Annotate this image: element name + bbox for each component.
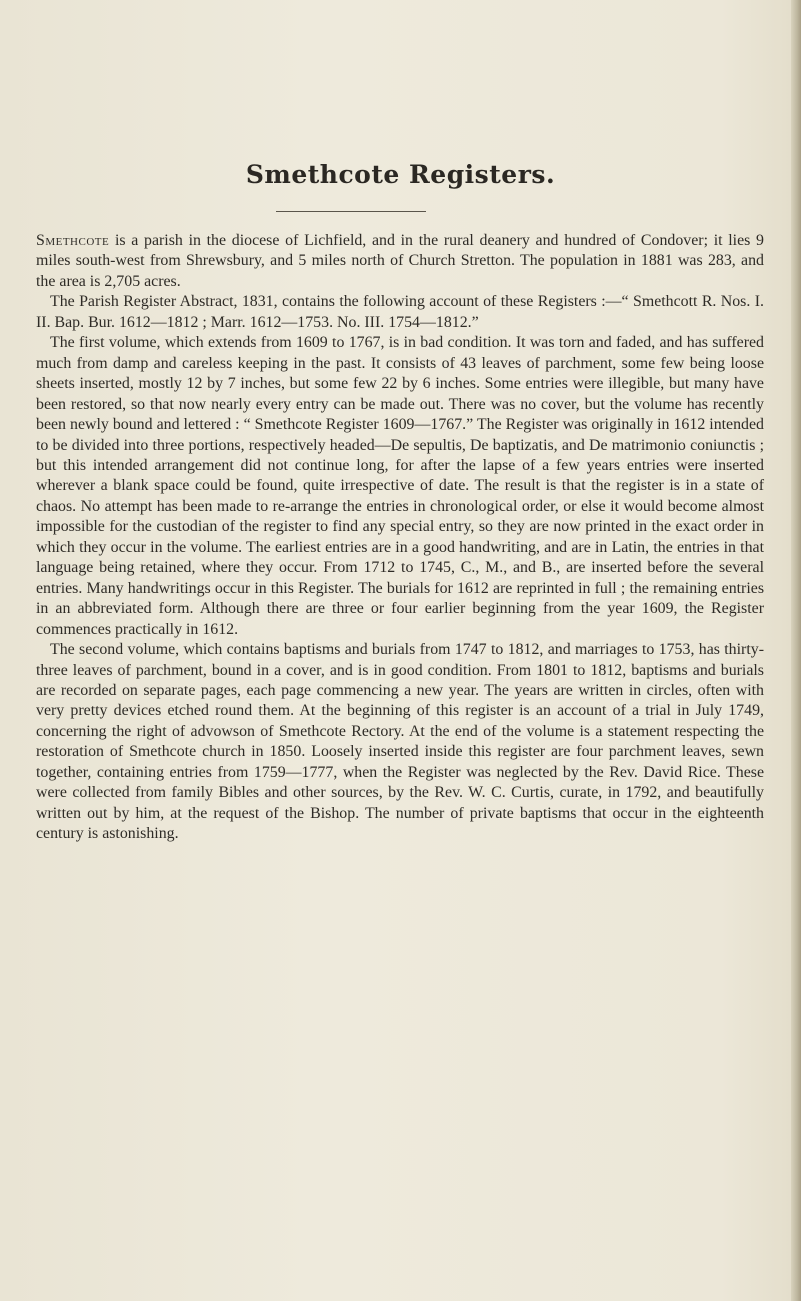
page-edge [791, 0, 801, 1301]
paragraph-4: The second volume, which contains baptisms and burials from 1747 to 1812, and marriages to 1753, has thirty-three leaves of parchment, bound in a cover, and is in good condition. From 1801 to 1812, baptisms and burials are recorded on separate pages, each page commencing a new year. The years are written in circles, often with very pretty devices etched round them. At the beginning of this register is an account of a trial in July 1749, concerning the right of advowson of Smethcote Rectory. At the end of the volume is a statement respecting the restoration of Smethcote church in 1850. Loosely inserted inside this register are four parchment leaves, sewn together, containing entries from 1759—1777, when the Register was neglected by the Rev. David Rice. These were collected from family Bibles and other sources, by the Rev. W. C. Curtis, curate, in 1792, and beautifully written out by him, at the request of the Bishop. The number of private baptisms that occur in the eighteenth century is astonishing. [36, 641, 764, 843]
paragraph-2: The Parish Register Abstract, 1831, contains the following account of these Registers :—“ Smethcott R. Nos. I. II. Bap. Bur. 1612—1812 ; Marr. 1612—1753. No. III. 1754—1812.” [36, 293, 764, 331]
paragraph-1-text: is a parish in the diocese of Lichfield, and in the rural deanery and hundred of Condover; it lies 9 miles south-west from Shrewsbury, and 5 miles north of Church Stretton. The population in 1881 was 283, and the area is 2,705 acres. [36, 232, 764, 290]
lead-word: Smethcote [36, 232, 110, 249]
paragraph-1 [36, 231, 764, 292]
title-rule [276, 211, 426, 212]
body-text [36, 231, 764, 845]
paragraph-3: The first volume, which extends from 1609 to 1767, is in bad condition. It was torn and faded, and has suffered much from damp and careless keeping in the past. It consists of 43 leaves of parchment, some few being loose sheets inserted, mostly 12 by 7 inches, but some few 22 by 6 inches. Some entries were illegible, but many have been restored, so that now nearly every entry can be made out. There was no cover, but the volume has recently been newly bound and lettered : “ Smethcote Register 1609—1767.” The Register was originally in 1612 intended to be divided into three portions, respectively headed—De sepultis, De baptizatis, and De matrimonio coniunctis ; but this intended arrangement did not continue long, for after the lapse of a few years entries were inserted wherever a blank space could be found, quite irrespective of date. The result is that the register is in a state of chaos. No attempt has been made to re-arrange the entries in chronological order, or else it would become almost impossible for the custodian of the register to find any special entry, so they are now printed in the exact order in which they occur in the volume. The earliest entries are in a good handwriting, and are in Latin, the entries in that language being retained, where they occur. From 1712 to 1745, C., M., and B., are inserted before the several entries. Many handwritings occur in this Register. The burials for 1612 are reprinted in full ; the remaining entries in an abbreviated form. Although there are three or four earlier beginning from the year 1609, the Register commences practically in 1612. [36, 334, 764, 638]
page-title: Smethcote Registers. [245, 160, 556, 189]
